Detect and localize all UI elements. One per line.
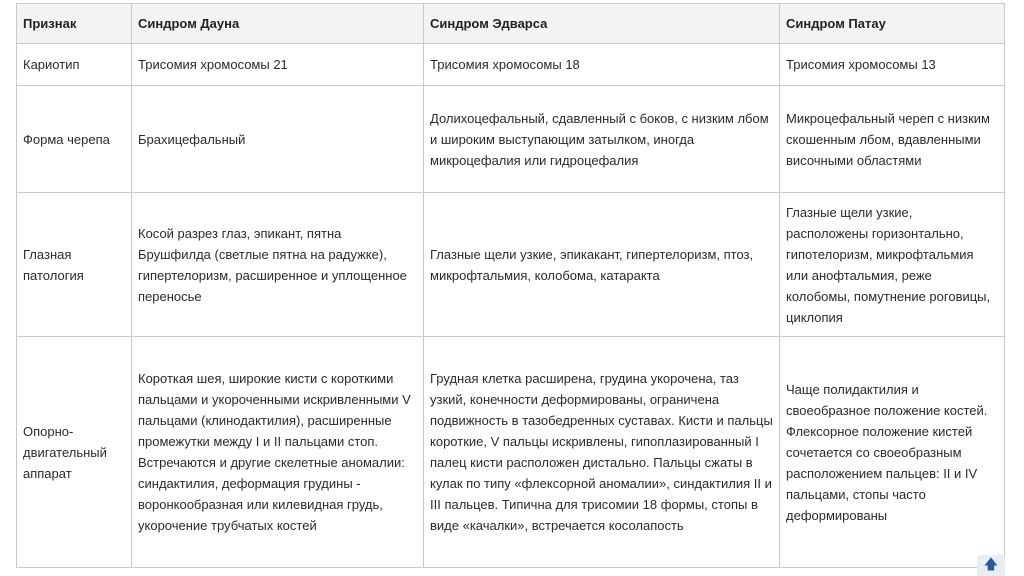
table-row [17, 86, 1005, 193]
cell-down: Короткая шея, широкие кисти с короткими пальцами и укороченными искривленными V пальцами (клинодактилия), расширенные промежутки между I и II пальцами стоп. Встречаются и другие скелетные аномалии: синдактилия, деформация грудины - воронкообразная или килевидная грудь, укорочение трубчатых костей [132, 337, 424, 568]
cell-feature: Глазная патология [17, 193, 132, 337]
cell-edwards: Глазные щели узкие, эпикакант, гипертелоризм, птоз, микрофтальмия, колобома, катаракта [424, 193, 780, 337]
table-row [17, 337, 1005, 568]
table-row [17, 193, 1005, 337]
cell-patau: Глазные щели узкие, расположены горизонтально, гипотелоризм, микрофтальмия или анофтальмия, реже колобомы, помутнение роговицы, циклопия [780, 193, 1005, 337]
table-header-row [17, 4, 1005, 44]
cell-feature: Опорно-двигательный аппарат [17, 337, 132, 568]
cell-edwards: Грудная клетка расширена, грудина укорочена, таз узкий, конечности деформированы, ограничена подвижность в тазобедренных суставах. Кисти и пальцы короткие, V пальцы искривлены, гипоплазированный I палец кисти расположен дистально. Пальцы сжаты в кулак по типу «флексорной аномалии», синдактилия II и III пальцев. Типична для трисомии 18 формы, стопы в виде «качалки», встречается косолапость [424, 337, 780, 568]
header-feature: Признак [17, 4, 132, 44]
cell-down: Трисомия хромосомы 21 [132, 44, 424, 86]
syndrome-comparison-table [16, 3, 1005, 568]
comparison-table-container [16, 3, 1004, 568]
cell-edwards: Долихоцефальный, сдавленный с боков, с низким лбом и широким выступающим затылком, иногда микроцефалия или гидроцефалия [424, 86, 780, 193]
cell-feature: Кариотип [17, 44, 132, 86]
cell-patau: Микроцефальный череп с низким скошенным лбом, вдавленными височными областями [780, 86, 1005, 193]
arrow-up-icon: 🡅 [983, 556, 999, 572]
cell-patau: Чаще полидактилия и своеобразное положение костей. Флексорное положение кистей сочетается со своеобразным расположением пальцев: II и IV пальцами, стопы часто деформированы [780, 337, 1005, 568]
table-row [17, 44, 1005, 86]
scroll-to-top-button[interactable] [977, 555, 1005, 576]
cell-edwards: Трисомия хромосомы 18 [424, 44, 780, 86]
cell-down: Косой разрез глаз, эпикант, пятна Брушфилда (светлые пятна на радужке), гипертелоризм, расширенное и уплощенное переносье [132, 193, 424, 337]
cell-feature: Форма черепа [17, 86, 132, 193]
header-patau-syndrome: Синдром Патау [780, 4, 1005, 44]
cell-down: Брахицефальный [132, 86, 424, 193]
header-edwards-syndrome: Синдром Эдварса [424, 4, 780, 44]
cell-patau: Трисомия хромосомы 13 [780, 44, 1005, 86]
header-down-syndrome: Синдром Дауна [132, 4, 424, 44]
